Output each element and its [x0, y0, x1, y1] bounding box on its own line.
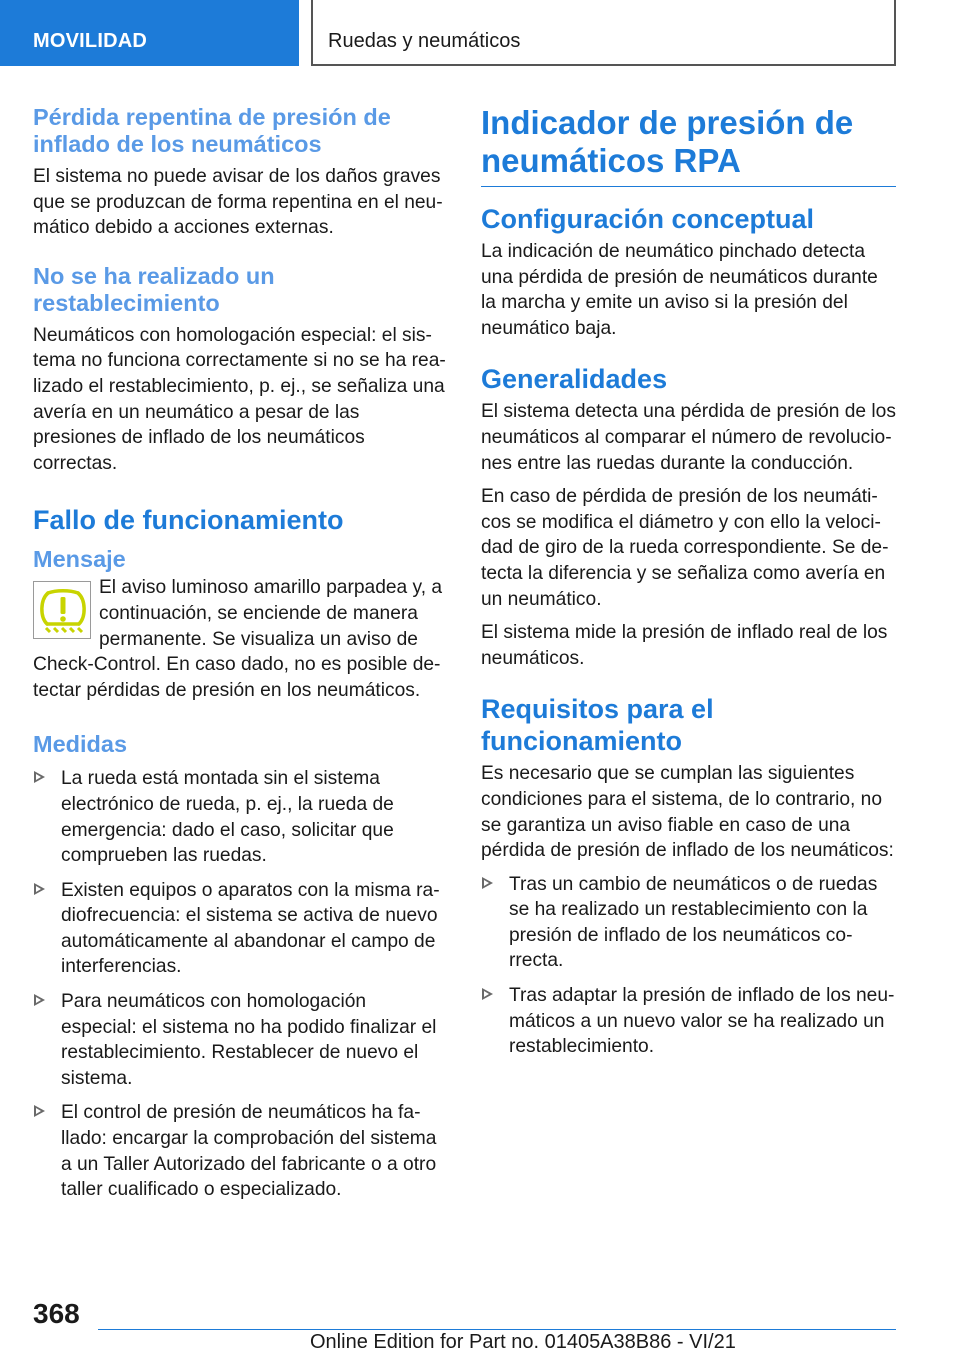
triangle-bullet-icon [34, 771, 45, 783]
triangle-bullet-icon [34, 1105, 45, 1117]
triangle-bullet-icon [34, 994, 45, 1006]
list-item: La rueda está montada sin el sistema electrónico de rueda, p. ej., la rueda de emergencia: dado el caso, solicitar que comprueben las ruedas. [33, 766, 447, 868]
list-item: Tras adaptar la presión de inflado de los neumáticos a un nuevo valor se ha realizado un restablecimiento. [481, 983, 896, 1060]
heading-requisitos: Requisitos para el funcionamiento [481, 694, 714, 757]
requisitos-list [481, 872, 896, 1060]
right-column [481, 104, 896, 1069]
list-item: Existen equipos o aparatos con la misma radiofrecuencia: el sistema se activa de nuevo automáticamente al abandonar el campo de interferencias. [33, 878, 447, 980]
header-chapter-tab[interactable] [311, 0, 896, 66]
page-number: 368 [33, 1298, 80, 1329]
footer-edition: Online Edition for Part no. 01405A38B86 - VI/21 [310, 1331, 736, 1353]
paragraph-configuracion: La indicación de neumático pinchado detecta una pérdida de presión de neumáticos durante la marcha y emite un aviso si la presión del neumático baja. [481, 241, 878, 339]
tire-pressure-warning-icon [33, 581, 91, 639]
paragraph-generalidades-1: El sistema detecta una pérdida de presión de los neumáticos al comparar el número de revoluciones entre las ruedas durante la conducción. [481, 401, 896, 474]
heading-fallo-funcionamiento: Fallo de funcionamiento [33, 505, 344, 536]
list-item: Para neumáticos con homologación especial: el sistema no ha podido finalizar el restablecimiento. Restablecer de nuevo el sistema. [33, 989, 447, 1091]
heading-no-restablecimiento: No se ha realizado un restablecimiento [33, 262, 275, 316]
heading-mensaje: Mensaje [33, 546, 126, 573]
heading-perdida-repentina: Pérdida repentina de presión de inflado de los neumáticos [33, 104, 391, 157]
paragraph-no-restablecimiento: Neumáticos con homologación especial: el sistema no funciona correctamente si no se ha realizado el restablecimiento, p. ej., se señaliza una avería en un neumático a pesar de las presiones de inflado de los neumáticos correctas. [33, 324, 446, 474]
header-section-tab[interactable] [0, 0, 299, 66]
paragraph-generalidades-2: En caso de pérdida de presión de los neumáticos se modifica el diámetro y con ello la velocidad de giro de la rueda correspondiente. Se detecta la diferencia y se señaliza como avería en un neumático. [481, 486, 889, 610]
paragraph-generalidades-3: El sistema mide la presión de inflado real de los neumáticos. [481, 622, 888, 669]
triangle-bullet-icon [482, 877, 493, 889]
list-item: Tras un cambio de neumáticos o de ruedas se ha realizado un restablecimiento con la presión de inflado de los neumáticos correcta. [481, 872, 896, 974]
heading-generalidades: Generalidades [481, 364, 668, 395]
footer-divider [98, 1329, 896, 1330]
message-block [33, 575, 447, 703]
left-column [33, 104, 447, 1212]
heading-indicador-rpa: Indicador de presión de neumáticos RPA [481, 104, 896, 187]
header-chapter-label: Ruedas y neumáticos [328, 30, 521, 52]
list-item: El control de presión de neumáticos ha fallado: encargar la comprobación del sistema a un Taller Autorizado del fabricante o a otro taller cualificado o especializado. [33, 1100, 447, 1202]
paragraph-mensaje: El aviso luminoso amarillo parpadea y, a continuación, se enciende de manera permanente. Se visualiza un aviso de Check-Control. En caso dado, no es posible detectar pérdidas de presión en los neumáticos. [33, 577, 443, 701]
paragraph-requisitos: Es necesario que se cumplan las siguientes condiciones para el sistema, de lo contrario, no se garantiza un aviso fiable en caso de una pérdida de presión de inflado de los neumáticos: [481, 763, 894, 862]
triangle-bullet-icon [34, 883, 45, 895]
triangle-bullet-icon [482, 988, 493, 1000]
heading-configuracion-conceptual: Configuración conceptual [481, 204, 815, 234]
heading-medidas: Medidas [33, 731, 128, 758]
paragraph-perdida-repentina: El sistema no puede avisar de los daños graves que se produzcan de forma repentina en el neumático debido a acciones externas. [33, 166, 443, 239]
header-section-label: MOVILIDAD [33, 30, 148, 52]
medidas-list [33, 766, 447, 1203]
